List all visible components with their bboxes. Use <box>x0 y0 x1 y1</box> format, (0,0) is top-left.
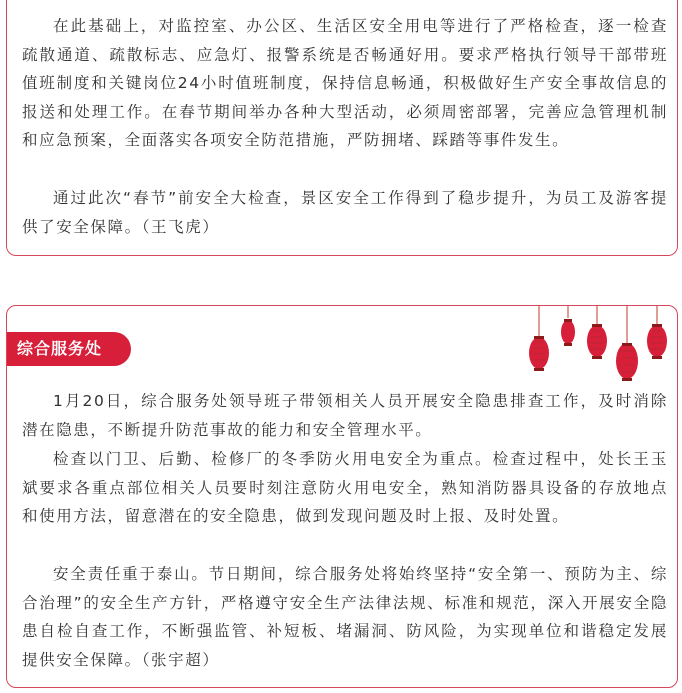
section2-paragraph-2: 检查以门卫、后勤、检修厂的冬季防火用电安全为重点。检查过程中，处长王玉斌要求各重点部位相关人员要时刻注意防火用电安全，熟知消防器具设备的存放地点和使用方法，留意潜在的安全隐患，做到发现问题及时上报、及时处置。 <box>22 450 668 526</box>
article-card-top <box>6 0 678 256</box>
section-tag: 综合服务处 <box>7 332 131 366</box>
section1-paragraph-2: 通过此次“春节”前安全大检查，景区安全工作得到了稳步提升，为员工及游客提供了安全保障。（王飞虎） <box>22 189 668 236</box>
lantern-decoration-icon <box>515 306 675 386</box>
section2-paragraph-3: 安全责任重于泰山。节日期间，综合服务处将始终坚持“安全第一、预防为主、综合治理”的安全生产方针，严格遵守安全生产法律法规、标准和规范，深入开展安全隐患自检自查工作，不断强监管、补短板、堵漏洞、防风险，为实现单位和谐稳定发展提供安全保障。（张宇超） <box>22 565 668 669</box>
section2-paragraph-1: 1月20日，综合服务处领导班子带领相关人员开展安全隐患排查工作，及时消除潜在隐患，不断提升防范事故的能力和安全管理水平。 <box>22 392 668 439</box>
article-card-bottom <box>6 305 678 688</box>
section1-paragraph-1: 在此基础上，对监控室、办公区、生活区安全用电等进行了严格检查，逐一检查疏散通道、疏散标志、应急灯、报警系统是否畅通好用。要求严格执行领导干部带班值班制度和关键岗位24小时值班制度，保持信息畅通，积极做好生产安全事故信息的报送和处理工作。在春节期间举办各种大型活动，必须周密部署，完善应急管理机制和应急预案，全面落实各项安全防范措施，严防拥堵、踩踏等事件发生。 <box>22 17 668 150</box>
